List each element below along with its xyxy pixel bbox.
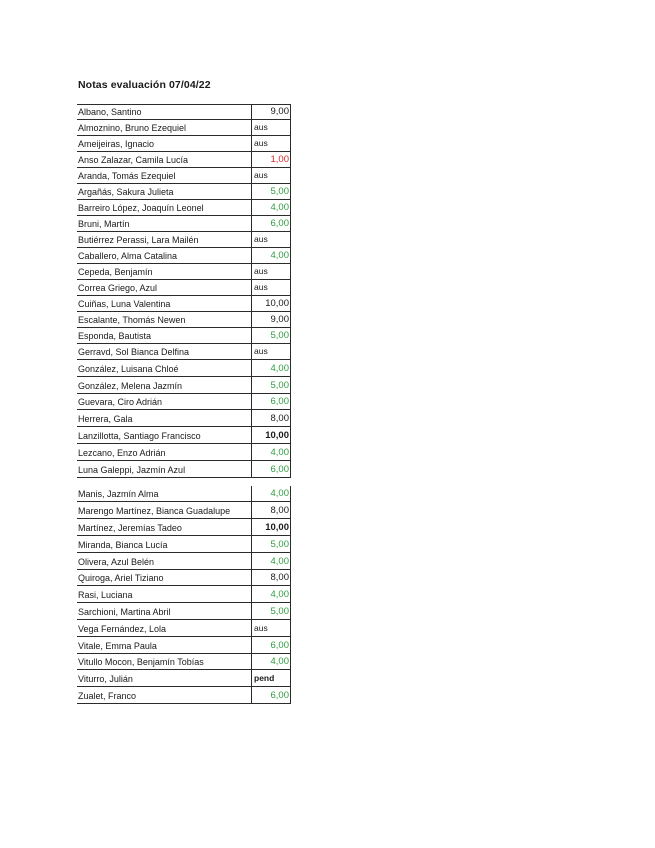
student-name: Rasi, Luciana xyxy=(78,590,133,601)
student-name: Guevara, Ciro Adrián xyxy=(78,397,163,408)
table-row xyxy=(77,184,291,200)
table-row xyxy=(77,152,291,168)
student-name: Manis, Jazmín Alma xyxy=(78,489,159,500)
table-row xyxy=(77,232,291,248)
table-row xyxy=(77,104,291,120)
student-grade: 4,00 xyxy=(251,444,291,460)
student-name: Butiérrez Perassi, Lara Mailén xyxy=(78,235,199,245)
table-row xyxy=(77,410,291,427)
grades-table xyxy=(77,104,291,704)
student-name: Ameijeiras, Ignacio xyxy=(78,139,155,149)
student-grade: 4,00 xyxy=(251,654,291,670)
page-title: Notas evaluación 07/04/22 xyxy=(78,79,211,91)
table-row xyxy=(77,200,291,216)
table-row xyxy=(77,394,291,411)
student-grade: 6,00 xyxy=(251,461,291,477)
table-row xyxy=(77,461,291,478)
student-grade: 6,00 xyxy=(251,637,291,653)
student-name: Argañás, Sakura Julieta xyxy=(78,187,174,197)
student-name: Luna Galeppi, Jazmín Azul xyxy=(78,464,186,475)
student-grade: aus xyxy=(251,168,291,183)
student-grade: aus xyxy=(251,232,291,247)
student-grade: 8,00 xyxy=(251,410,291,426)
table-row xyxy=(77,687,291,704)
student-name: Zualet, Franco xyxy=(78,690,137,701)
table-row xyxy=(77,216,291,232)
student-name: Quiroga, Ariel Tiziano xyxy=(78,573,164,584)
table-row xyxy=(77,377,291,394)
student-grade: 4,00 xyxy=(251,486,291,502)
table-row xyxy=(77,360,291,377)
student-grade: 9,00 xyxy=(251,312,291,327)
table-row xyxy=(77,486,291,503)
table-row xyxy=(77,620,291,637)
table-row xyxy=(77,280,291,296)
table-row xyxy=(77,536,291,553)
student-name: Marengo Martínez, Bianca Guadalupe xyxy=(78,506,231,517)
table-row xyxy=(77,168,291,184)
table-row xyxy=(77,502,291,519)
student-grade: 5,00 xyxy=(251,184,291,199)
student-name: Escalante, Thomás Newen xyxy=(78,315,186,325)
student-name: Bruni, Martín xyxy=(78,219,130,229)
student-name: Correa Griego, Azul xyxy=(78,283,158,293)
student-grade: 6,00 xyxy=(251,687,291,703)
table-row xyxy=(77,264,291,280)
student-name: Lezcano, Enzo Adrián xyxy=(78,447,166,458)
table-row xyxy=(77,328,291,344)
student-name: Caballero, Alma Catalina xyxy=(78,251,178,261)
student-grade: 10,00 xyxy=(251,427,291,443)
table-row xyxy=(77,296,291,312)
student-grade: 10,00 xyxy=(251,519,291,535)
student-name: Martínez, Jeremías Tadeo xyxy=(78,522,182,533)
table-row xyxy=(77,553,291,570)
student-grade: aus xyxy=(251,344,291,359)
student-grade: 9,00 xyxy=(251,105,291,119)
student-name: Cuiñas, Luna Valentina xyxy=(78,299,171,309)
table-row xyxy=(77,427,291,444)
table-row xyxy=(77,136,291,152)
student-grade: 8,00 xyxy=(251,502,291,518)
student-name: Aranda, Tomás Ezequiel xyxy=(78,171,176,181)
table-row xyxy=(77,519,291,536)
student-name: Vitullo Mocon, Benjamín Tobías xyxy=(78,657,204,668)
table-row xyxy=(77,444,291,461)
student-name: Barreiro López, Joaquín Leonel xyxy=(78,203,204,213)
student-grade: 8,00 xyxy=(251,570,291,586)
student-grade: 4,00 xyxy=(251,200,291,215)
table-row xyxy=(77,603,291,620)
student-name: Vega Fernández, Lola xyxy=(78,623,167,634)
student-name: Cepeda, Benjamín xyxy=(78,267,153,277)
student-grade: aus xyxy=(251,264,291,279)
student-grade: 4,00 xyxy=(251,553,291,569)
student-name: Viturro, Julián xyxy=(78,674,133,685)
student-name: González, Melena Jazmín xyxy=(78,380,183,391)
student-grade: 5,00 xyxy=(251,328,291,343)
student-name: Esponda, Bautista xyxy=(78,331,152,341)
student-name: Gerravd, Sol Bianca Delfina xyxy=(78,347,190,357)
table-row xyxy=(77,570,291,587)
student-name: Miranda, Bianca Lucía xyxy=(78,539,168,550)
student-grade: 4,00 xyxy=(251,586,291,602)
student-grade: aus xyxy=(251,620,291,636)
table-row xyxy=(77,312,291,328)
student-grade: 1,00 xyxy=(251,152,291,167)
student-grade: 5,00 xyxy=(251,603,291,619)
student-name: Almoznino, Bruno Ezequiel xyxy=(78,123,187,133)
student-grade: 4,00 xyxy=(251,248,291,263)
student-name: Herrera, Gala xyxy=(78,414,133,425)
student-name: González, Luisana Chloé xyxy=(78,363,179,374)
student-grade: aus xyxy=(251,120,291,135)
student-grade: 6,00 xyxy=(251,216,291,231)
table-row xyxy=(77,120,291,136)
table-row xyxy=(77,248,291,264)
student-name: Anso Zalazar, Camila Lucía xyxy=(78,155,189,165)
student-grade: 5,00 xyxy=(251,377,291,393)
student-name: Sarchioni, Martina Abril xyxy=(78,606,171,617)
student-grade: aus xyxy=(251,136,291,151)
student-grade: 10,00 xyxy=(251,296,291,311)
table-row xyxy=(77,654,291,671)
student-name: Albano, Santino xyxy=(78,107,142,117)
table-row xyxy=(77,586,291,603)
student-grade: 5,00 xyxy=(251,536,291,552)
student-grade: 6,00 xyxy=(251,394,291,410)
student-name: Vitale, Emma Paula xyxy=(78,640,157,651)
table-row xyxy=(77,670,291,687)
student-name: Olivera, Azul Belén xyxy=(78,556,155,567)
student-grade: 4,00 xyxy=(251,360,291,376)
table-row xyxy=(77,344,291,360)
student-name: Lanzillotta, Santiago Francisco xyxy=(78,430,201,441)
table-row xyxy=(77,637,291,654)
student-grade: aus xyxy=(251,280,291,295)
student-grade: pend xyxy=(251,670,291,686)
